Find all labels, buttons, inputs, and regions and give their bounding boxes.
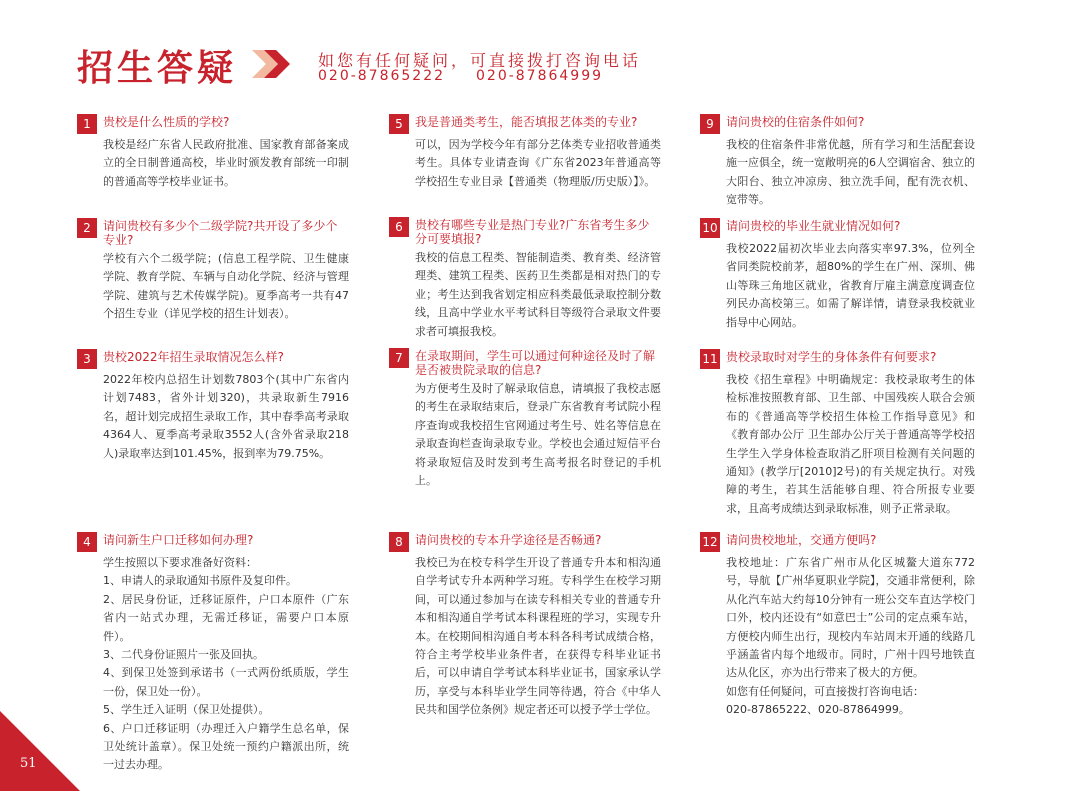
qa-item-10: [700, 217, 975, 332]
question-number: 2: [77, 218, 97, 238]
question-text: 请问贵校有多少个二级学院?共开设了多少个专业?: [103, 219, 338, 247]
question-text: 请问贵校地址，交通方便吗?: [726, 533, 877, 547]
question-text: 请问新生户口迁移如何办理?: [103, 533, 254, 547]
answer-text: 我校地址：广东省广州市从化区城鳌大道东772号，导航【广州华夏职业学院】，交通非常便利，除从化汽车站大约每10分钟有一班公交车直达学校门口外，校内还设有“如意巴士”公司的定点乘车站，方便校内师生出行，现校内车站周末开通的线路几乎涵盖省内每个地级市。同时，广州十四号地铁直达从化区，亦为出行带来了极大的方便。 如您有任何疑问，可直接拨打咨询电话： 020-87865222、020-87864999。: [726, 556, 975, 717]
answer-text: 2022年校内总招生计划数7803个(其中广东省内计划7483，省外计划320)，共录取新生7916名，超计划完成招生录取工作，其中春季高考录取4364人、夏季高考录取3552人(含外省录取218人)录取率达到101.45%，报到率为79.75%。: [103, 373, 349, 460]
answer-text: 我校已为在校专科学生开设了普通专升本和相沟通自学考试专升本两种学习班。专科学生在校学习期间，可以通过参加与在读专科相关专业的普通专升本和相沟通自学考试本科课程班的学习，实现专升本。在校期间相沟通自考本科各科考试成绩合格，符合主考学校毕业条件者，在获得专科毕业证书后，可以申请自学考试本科毕业证书，国家承认学历，享受与本科毕业学生同等待遇，符合《中华人民共和国学位条例》规定者还可以授予学士学位。: [415, 556, 661, 717]
corner-decoration: [0, 711, 80, 791]
question-text: 请问贵校的毕业生就业情况如何?: [726, 219, 901, 233]
question-number: 7: [389, 348, 409, 368]
phone-number-1: 020-87865222: [318, 68, 446, 84]
question-text: 贵校2022年招生录取情况怎么样?: [103, 350, 284, 364]
qa-item-4: [77, 531, 349, 775]
question-text: 在录取期间，学生可以通过何种途径及时了解是否被贵院录取的信息?: [415, 349, 656, 377]
qa-item-3: [77, 348, 349, 463]
question-number: 5: [389, 114, 409, 134]
question-number: 4: [77, 532, 97, 552]
question-text: 请问贵校的住宿条件如何?: [726, 115, 865, 129]
question-number: 6: [389, 217, 409, 237]
answer-text: 我校的住宿条件非常优越，所有学习和生活配套设施一应俱全，统一宽敞明亮的6人空调宿舍、独立的大阳台、独立冲凉房、独立洗手间，配有洗衣机、宽带等。: [726, 138, 975, 207]
contact-text: 如您有任何疑问，可直接拨打咨询电话: [318, 51, 642, 70]
question-number: 3: [77, 349, 97, 369]
qa-item-1: [77, 113, 349, 191]
answer-text: 我校是经广东省人民政府批准、国家教育部备案成立的全日制普通高校，毕业时颁发教育部统一印制的普通高等学校毕业证书。: [103, 138, 349, 188]
qa-item-6: [389, 216, 661, 341]
qa-item-5: [389, 113, 661, 191]
answer-text: 我校2022届初次毕业去向落实率97.3%，位列全省同类院校前茅，超80%的学生在广州、深圳、佛山等珠三角地区就业，省教育厅雇主满意度调查位列民办高校第三。如需了解详情，请登录我校就业指导中心网站。: [726, 242, 975, 329]
question-number: 1: [77, 114, 97, 134]
answer-text: 为方便考生及时了解录取信息，请填报了我校志愿的考生在录取结束后，登录广东省教育考试院小程序查询或我校招生官网通过考生号、姓名等信息在录取查询栏查询录取专业。学校也会通过短信平台将录取短信及时发到考生高考报名时登记的手机上。: [415, 382, 661, 488]
question-number: 8: [389, 532, 409, 552]
qa-item-7: [389, 347, 661, 490]
page-number: 51: [20, 756, 37, 771]
qa-item-8: [389, 531, 661, 720]
question-text: 请问贵校的专本升学途径是否畅通?: [415, 533, 602, 547]
answer-text: 我校《招生章程》中明确规定：我校录取考生的体检标准按照教育部、卫生部、中国残疾人联合会颁布的《普通高等学校招生体检工作指导意见》和《教育部办公厅 卫生部办公厅关于普通高等学校招生学生入学身体检查取消乙肝项目检测有关问题的通知》(教学厅[2010]2号)的有关规定执行。对残障的考生，若其生活能够自理、符合所报专业要求，且高考成绩达到录取标准，则予正常录取。: [726, 373, 975, 515]
question-text: 贵校录取时对学生的身体条件有何要求?: [726, 350, 937, 364]
chevron-right-icon: [248, 44, 298, 84]
answer-text: 我校的信息工程类、智能制造类、教育类、经济管理类、建筑工程类、医药卫生类都是相对热门的专业；考生达到我省划定相应科类最低录取控制分数线，且高中学业水平考试科目等级符合录取文件要求者可填报我校。: [415, 251, 661, 338]
qa-item-11: [700, 348, 975, 518]
question-number: 11: [700, 349, 720, 369]
question-number: 12: [700, 532, 720, 552]
question-number: 10: [700, 218, 720, 238]
question-text: 贵校是什么性质的学校?: [103, 115, 230, 129]
contact-phones: [318, 68, 603, 84]
page-title: 招生答疑: [77, 48, 238, 89]
answer-text: 学生按照以下要求准备好资料： 1、申请人的录取通知书原件及复印件。 2、居民身份证，迁移证原件，户口本原件（广东省内一站式办理，无需迁移证，需要户口本原件）。 3、二代身份证照片一张及回执。 4、到保卫处签到承诺书（一式两份纸质版，学生一份，保卫处一份）。 5、学生迁入证明（保卫处提供）。 6、户口迁移证明（办理迁入户籍学生总名单，保卫处统计盖章）。保卫处统一预约户籍派出所，统一过去办理。: [103, 556, 349, 772]
answer-text: 学校有六个二级学院；(信息工程学院、卫生健康学院、教育学院、车辆与自动化学院、经济与管理学院、建筑与艺术传媒学院)。夏季高考一共有47个招生专业（详见学校的招生计划表）。: [103, 252, 349, 321]
question-number: 9: [700, 114, 720, 134]
qa-item-9: [700, 113, 975, 210]
phone-number-2: 020-87864999: [476, 68, 604, 84]
answer-text: 可以，因为学校今年有部分艺体类专业招收普通类考生。具体专业请查询《广东省2023年普通高等学校招生专业目录【普通类（物理版/历史版）】》。: [415, 138, 661, 188]
question-text: 我是普通类考生，能否填报艺体类的专业?: [415, 115, 638, 129]
qa-item-2: [77, 217, 349, 324]
qa-item-12: [700, 531, 975, 720]
question-text: 贵校有哪些专业是热门专业?广东省考生多少分可要填报?: [415, 218, 650, 246]
